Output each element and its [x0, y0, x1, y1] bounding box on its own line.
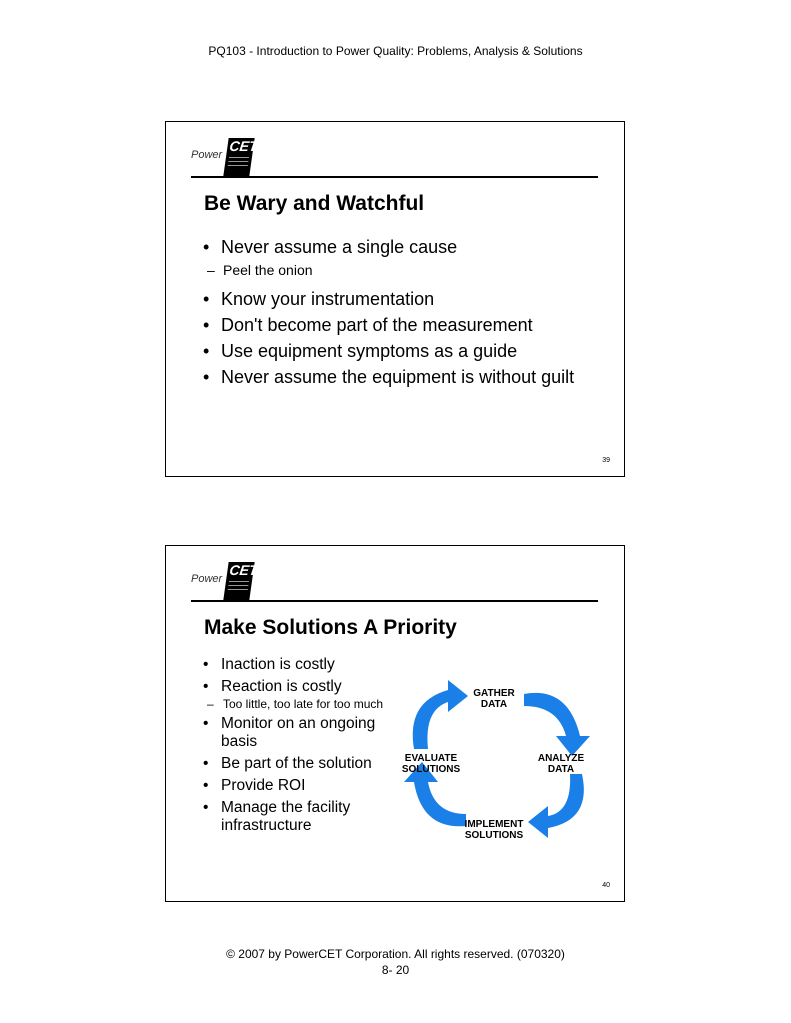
bullet-list [203, 234, 623, 390]
arrow-to-implement-icon [528, 774, 584, 838]
bullet-list [203, 656, 393, 839]
sub-bullet-item: – Peel the onion [203, 260, 623, 280]
evaluate-label: EVALUATE [404, 753, 458, 764]
slide-39 [165, 121, 625, 477]
powercet-logo: Power CET [191, 138, 271, 178]
implement-label-2: SOLUTIONS [464, 830, 524, 841]
solutions-cycle-diagram [396, 674, 596, 844]
analyze-label: ANALYZE [537, 753, 585, 764]
slide-title: Make Solutions A Priority [204, 616, 457, 639]
slide-40 [165, 545, 625, 902]
copyright-text: © 2007 by PowerCET Corporation. All rights reserved. (070320) [226, 947, 565, 961]
title-rule [191, 600, 598, 602]
bullet-item: • Provide ROI [203, 777, 393, 795]
bullet-item: • Manage the facility infrastructure [203, 799, 393, 835]
bullet-item: • Be part of the solution [203, 755, 393, 773]
gather-label: GATHER [473, 688, 515, 699]
title-rule [191, 176, 598, 178]
bullet-item: • Never assume a single cause [203, 234, 623, 260]
powercet-logo: Power CET [191, 562, 271, 602]
slide-title: Be Wary and Watchful [204, 192, 425, 215]
evaluate-label-2: SOLUTIONS [401, 764, 461, 775]
bullet-item: • Inaction is costly [203, 656, 393, 674]
bullet-item: • Never assume the equipment is without guilt [203, 364, 623, 390]
slide-number: 39 [602, 457, 610, 464]
page-number: 8- 20 [381, 963, 410, 977]
bullet-item: • Reaction is costly [203, 678, 393, 696]
bullet-item: • Monitor on an ongoing basis [203, 715, 393, 751]
page-header: PQ103 - Introduction to Power Quality: Problems, Analysis & Solutions [208, 44, 583, 58]
page-footer [0, 946, 791, 978]
bullet-item: • Know your instrumentation [203, 286, 623, 312]
arrow-to-gather-icon [413, 680, 468, 749]
slide-number: 40 [602, 882, 610, 889]
bullet-item: • Use equipment symptoms as a guide [203, 338, 623, 364]
implement-label: IMPLEMENT [464, 819, 524, 830]
sub-bullet-item: – Too little, too late for too much [203, 698, 393, 711]
gather-label-2: DATA [480, 699, 508, 710]
arrow-to-analyze-icon [524, 693, 590, 756]
bullet-item: • Don't become part of the measurement [203, 312, 623, 338]
analyze-label-2: DATA [547, 764, 575, 775]
